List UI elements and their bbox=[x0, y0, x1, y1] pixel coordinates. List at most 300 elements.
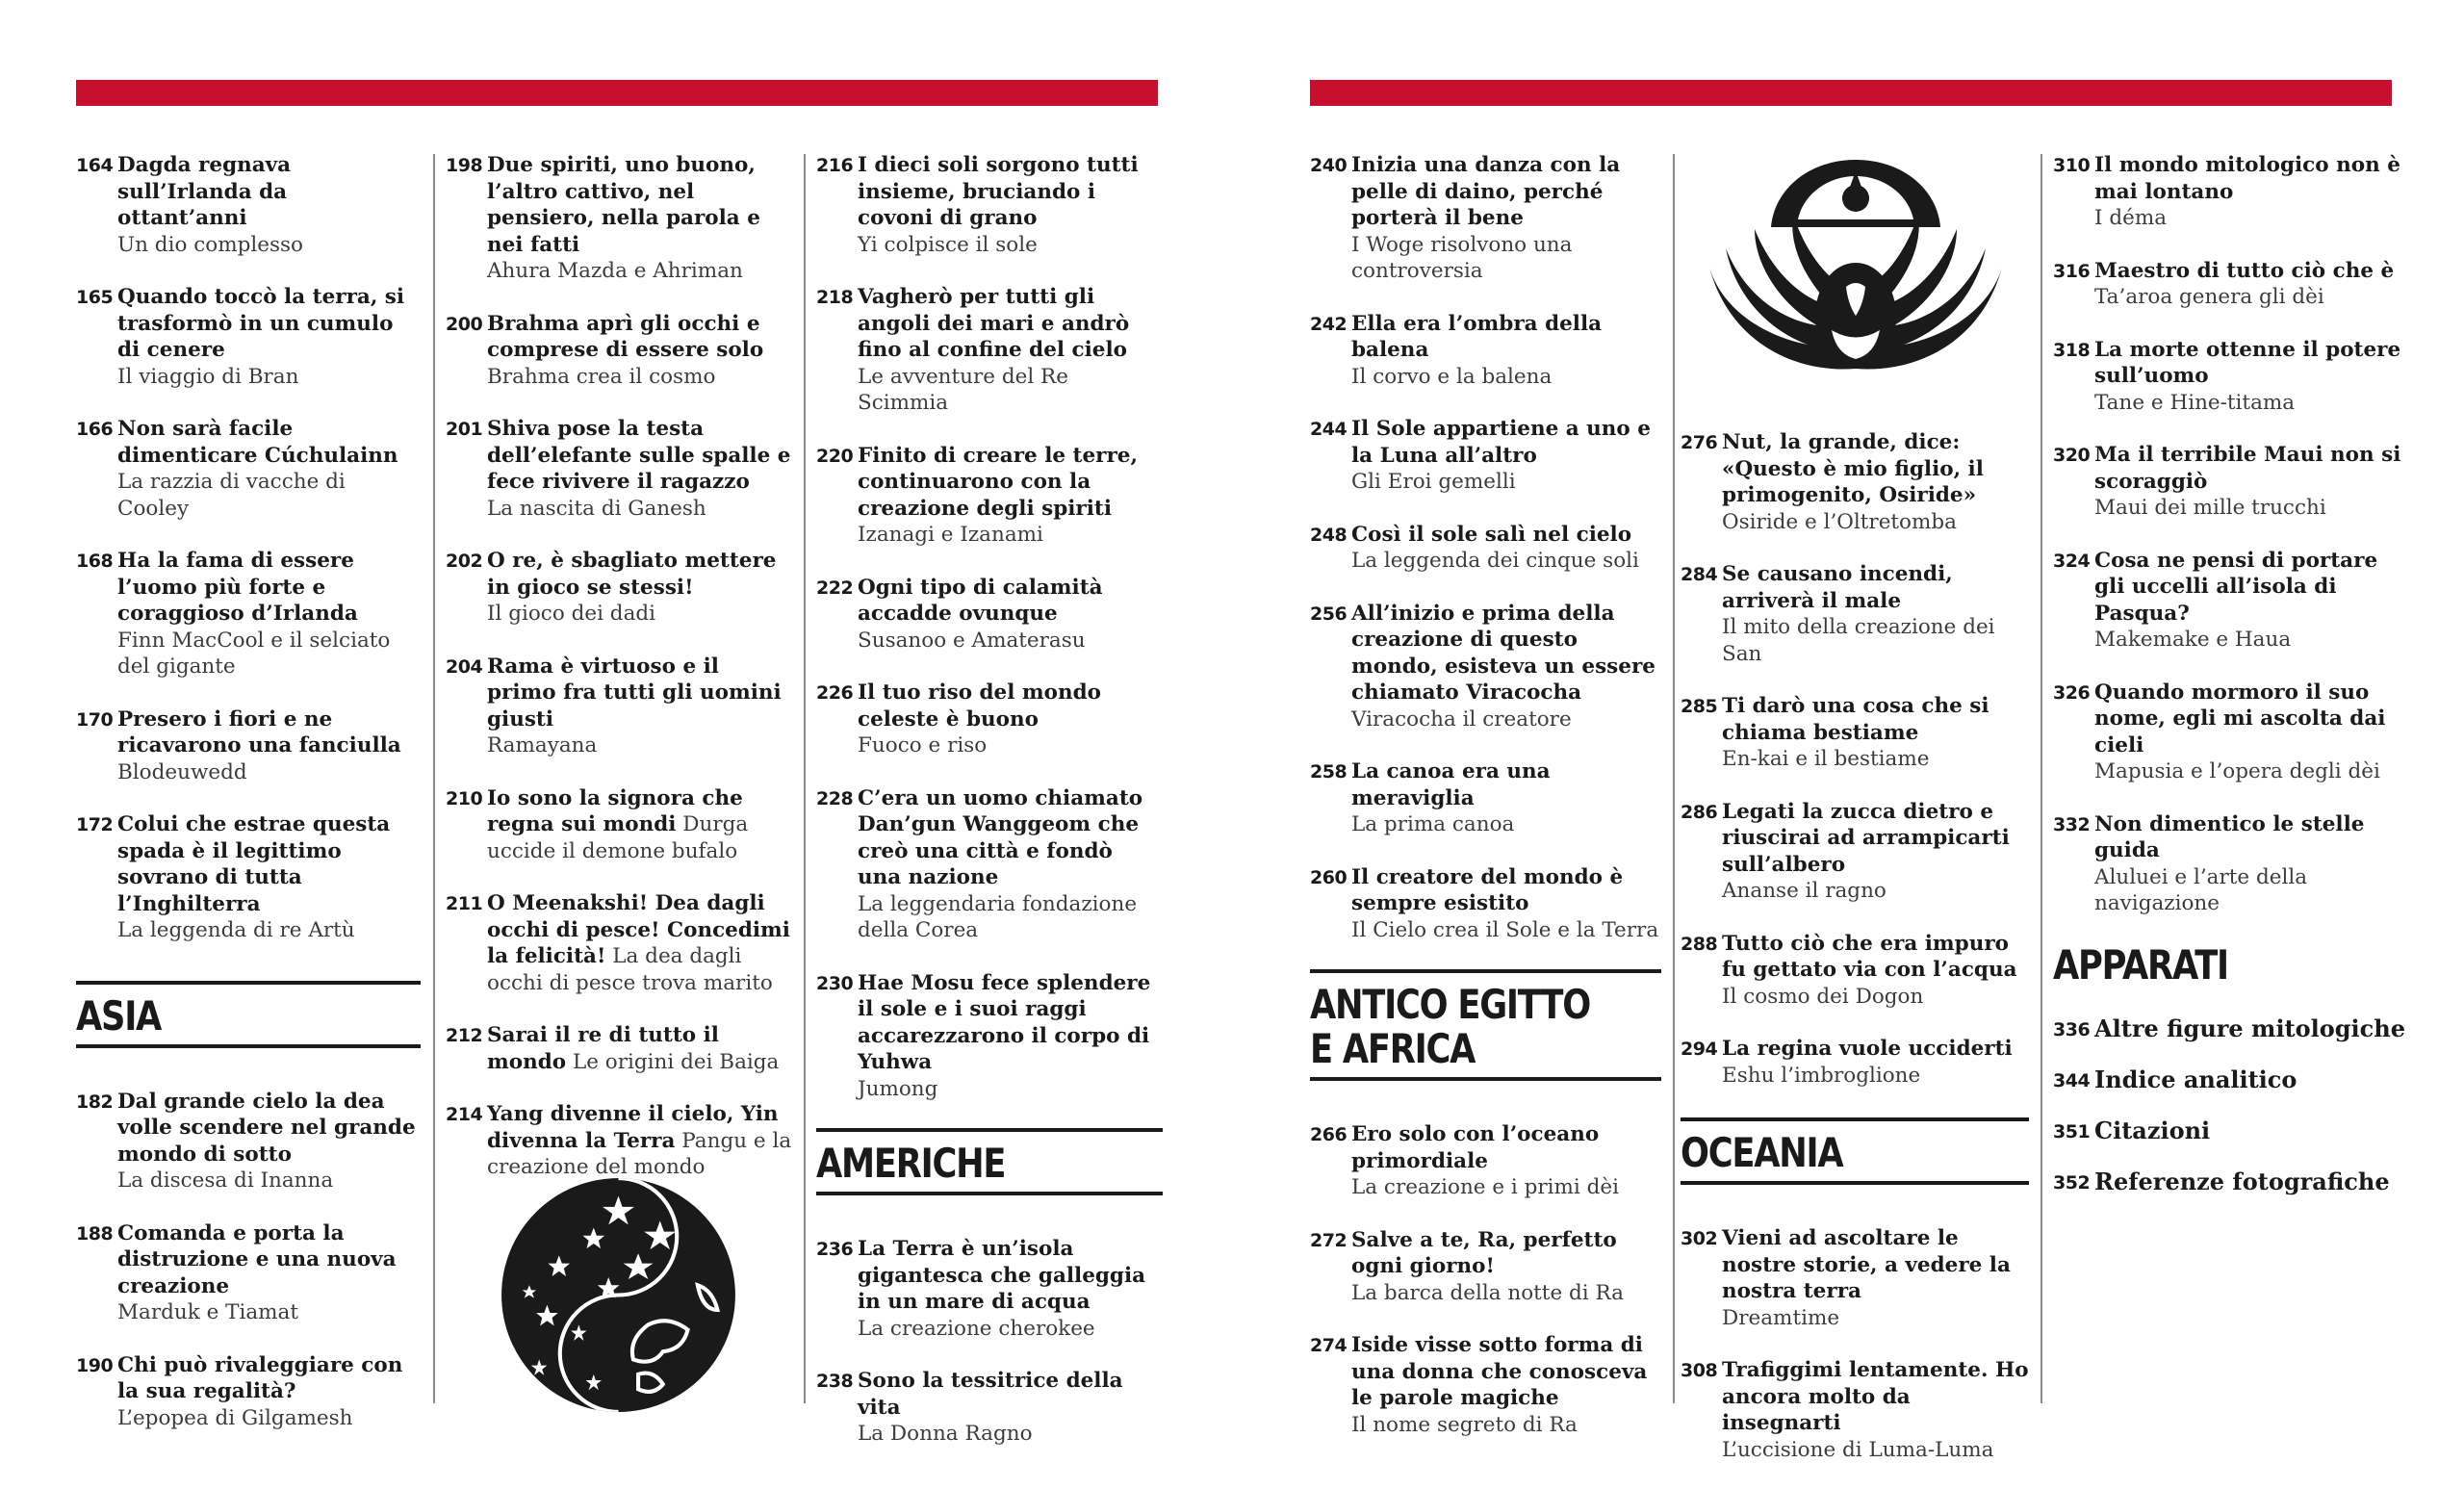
entry-text bbox=[2094, 680, 2409, 785]
toc-column-4 bbox=[1310, 152, 1661, 1464]
appendix-list bbox=[2053, 1014, 2409, 1196]
entry-list bbox=[1310, 152, 1661, 943]
entry-subtitle: Gli Eroi gemelli bbox=[1351, 470, 1516, 494]
appendix-title: Altre figure mitologiche bbox=[2094, 1014, 2406, 1042]
toc-entry[interactable] bbox=[1310, 152, 1661, 285]
page-number: 285 bbox=[1681, 696, 1718, 717]
entry-text bbox=[1351, 864, 1661, 944]
toc-entry[interactable] bbox=[446, 1101, 792, 1181]
entry-list bbox=[76, 1089, 421, 1432]
winged-sun-deity-icon bbox=[1702, 152, 2010, 383]
entry-title: Così il sole salì nel cielo bbox=[1351, 522, 1632, 547]
toc-entry[interactable] bbox=[1310, 758, 1661, 838]
page-number: 216 bbox=[816, 155, 854, 176]
entry-text bbox=[117, 152, 421, 258]
entry-subtitle: Un dio complesso bbox=[117, 232, 303, 257]
page-number: 240 bbox=[1310, 155, 1348, 176]
entry-subtitle: L’epopea di Gilgamesh bbox=[117, 1405, 353, 1430]
entry-title: Colui che estrae questa spada è il legittimo sovrano di tutta l’Inghilterra bbox=[117, 812, 391, 916]
entry-subtitle: La discesa di Inanna bbox=[117, 1168, 334, 1193]
page-number: 336 bbox=[2053, 1018, 2091, 1040]
toc-entry[interactable] bbox=[76, 152, 421, 258]
page-number: 218 bbox=[816, 287, 854, 308]
entry-subtitle: Le origini dei Baiga bbox=[572, 1049, 780, 1074]
entry-subtitle: Il mito della creazione dei San bbox=[1722, 615, 1995, 666]
entry-subtitle: La creazione e i primi dèi bbox=[1351, 1175, 1619, 1199]
entry-text bbox=[117, 1352, 421, 1432]
entry-text bbox=[487, 548, 792, 628]
entry-title: Hae Mosu fece splendere il sole e i suoi raggi accarezzarono il corpo di Yuhwa bbox=[858, 970, 1151, 1074]
entry-title: Vieni ad ascoltare le nostre storie, a vedere la nostra terra bbox=[1722, 1226, 2011, 1303]
entry-title: Cosa ne pensi di portare gli uccelli all’isola di Pasqua? bbox=[2094, 548, 2378, 626]
page-number: 211 bbox=[446, 893, 483, 914]
entry-title: Salve a te, Ra, perfetto ogni giorno! bbox=[1351, 1227, 1617, 1278]
page-number: 288 bbox=[1681, 933, 1718, 955]
entry-text bbox=[2094, 152, 2409, 232]
entry-title: La canoa era una meraviglia bbox=[1351, 759, 1551, 810]
entry-title: Yang divenne il cielo, Yin divenna la Terra bbox=[487, 1102, 779, 1153]
entry-list bbox=[1681, 429, 2029, 1089]
entry-title: Ogni tipo di calamità accadde ovunque bbox=[858, 575, 1103, 626]
entry-text bbox=[117, 811, 421, 944]
toc-entry[interactable] bbox=[2053, 548, 2409, 654]
page-number: 222 bbox=[816, 577, 854, 599]
toc-entry[interactable] bbox=[1681, 429, 2029, 535]
entry-text bbox=[1722, 1357, 2029, 1463]
toc-entry[interactable] bbox=[76, 1089, 421, 1194]
entry-text bbox=[1351, 1332, 1661, 1438]
page-number: 212 bbox=[446, 1025, 483, 1046]
page-number: 202 bbox=[446, 551, 483, 572]
toc-entry[interactable] bbox=[2053, 152, 2409, 232]
page-number: 165 bbox=[76, 287, 114, 308]
entry-text bbox=[858, 1368, 1163, 1448]
entry-text bbox=[1351, 758, 1661, 838]
entry-subtitle: Makemake e Haua bbox=[2094, 628, 2292, 652]
entry-text bbox=[1722, 561, 2029, 667]
page-number: 228 bbox=[816, 787, 854, 809]
page-number: 172 bbox=[76, 814, 114, 835]
page-number: 256 bbox=[1310, 603, 1348, 625]
entry-text bbox=[858, 284, 1163, 417]
entry-text bbox=[858, 152, 1163, 258]
entry-text bbox=[487, 416, 792, 522]
page-number: 294 bbox=[1681, 1039, 1718, 1060]
entry-text bbox=[858, 1236, 1163, 1342]
entry-title: Maestro di tutto ciò che è bbox=[2094, 258, 2395, 283]
entry-title: Finito di creare le terre, continuarono con la creazione degli spiriti bbox=[858, 443, 1138, 521]
toc-entry[interactable] bbox=[76, 1352, 421, 1432]
entry-title: Tutto ciò che era impuro fu gettato via con l’acqua bbox=[1722, 931, 2017, 982]
entry-text bbox=[1351, 1121, 1661, 1201]
section-title: APPARATI bbox=[2053, 940, 2228, 988]
entry-subtitle: Fuoco e riso bbox=[858, 733, 988, 757]
entry-text bbox=[2094, 811, 2409, 917]
section-header bbox=[1681, 1117, 2029, 1185]
entry-title: Shiva pose la testa dell’elefante sulle spalle e fece rivivere il ragazzo bbox=[487, 417, 791, 494]
toc-column-2 bbox=[446, 152, 792, 1207]
section-header bbox=[1310, 969, 1661, 1081]
entry-title: Quando mormoro il suo nome, egli mi ascolta dai cieli bbox=[2094, 680, 2386, 757]
toc-entry[interactable] bbox=[446, 416, 792, 522]
entry-text bbox=[1722, 429, 2029, 535]
page-number: 352 bbox=[2053, 1171, 2091, 1194]
toc-entry[interactable] bbox=[816, 152, 1163, 258]
page-number: 200 bbox=[446, 313, 483, 335]
section-title: ANTICO EGITTO E AFRICA bbox=[1310, 981, 1590, 1072]
entry-subtitle: La Donna Ragno bbox=[858, 1422, 1033, 1446]
page-number: 204 bbox=[446, 655, 483, 678]
entry-title: Inizia una danza con la pelle di daino, perché porterà il bene bbox=[1351, 153, 1621, 230]
appendix-title: Citazioni bbox=[2094, 1116, 2211, 1144]
entry-subtitle: Il Cielo crea il Sole e la Terra bbox=[1351, 917, 1659, 942]
entry-subtitle: Durga uccide il demone bufalo bbox=[487, 812, 749, 863]
entry-text bbox=[1722, 1225, 2029, 1331]
entry-text bbox=[487, 311, 792, 391]
entry-text bbox=[2094, 442, 2409, 522]
page-number: 344 bbox=[2053, 1069, 2091, 1091]
entry-list bbox=[816, 152, 1163, 1102]
entry-list bbox=[76, 152, 421, 944]
entry-title: Nut, la grande, dice: «Questo è mio figlio, il primogenito, Osiride» bbox=[1722, 430, 1984, 507]
toc-entry[interactable] bbox=[1310, 416, 1661, 496]
entry-subtitle: Ahura Mazda e Ahriman bbox=[487, 259, 743, 283]
entry-text bbox=[1351, 152, 1661, 285]
entry-title: Ti darò una cosa che si chiama bestiame bbox=[1722, 694, 1989, 745]
toc-column-1 bbox=[76, 152, 421, 1457]
toc-entry[interactable] bbox=[1310, 522, 1661, 575]
page-number: 236 bbox=[816, 1239, 854, 1260]
entry-text bbox=[1351, 601, 1661, 733]
entry-title: Ha la fama di essere l’uomo più forte e coraggioso d’Irlanda bbox=[117, 549, 358, 626]
entry-subtitle: Jumong bbox=[858, 1076, 938, 1101]
toc-entry[interactable] bbox=[816, 1236, 1163, 1342]
toc-entry[interactable] bbox=[446, 311, 792, 391]
entry-subtitle: Il gioco dei dadi bbox=[487, 602, 656, 626]
entry-title: Ma il terribile Maui non si scoraggiò bbox=[2094, 443, 2401, 494]
section-title: OCEANIA bbox=[1681, 1129, 1843, 1176]
entry-text bbox=[1351, 311, 1661, 391]
page-number: 316 bbox=[2053, 260, 2091, 282]
page-number: 182 bbox=[76, 1091, 114, 1113]
section-title: ASIA bbox=[76, 991, 162, 1040]
entry-subtitle: Il nome segreto di Ra bbox=[1351, 1412, 1578, 1437]
page-number: 272 bbox=[1310, 1229, 1348, 1251]
entry-title: Dagda regnava sull’Irlanda da ottant’anni bbox=[117, 153, 292, 230]
entry-title: Ero solo con l’oceano primordiale bbox=[1351, 1122, 1600, 1173]
page-number: 320 bbox=[2053, 445, 2091, 466]
toc-entry[interactable] bbox=[76, 284, 421, 390]
entry-text bbox=[117, 1089, 421, 1194]
entry-subtitle: I Woge risolvono una controversia bbox=[1351, 232, 1573, 283]
toc-column-6 bbox=[2053, 152, 2409, 1219]
page-number: 302 bbox=[1681, 1228, 1718, 1249]
page-number: 284 bbox=[1681, 564, 1718, 585]
toc-entry[interactable] bbox=[816, 970, 1163, 1103]
entry-subtitle: Blodeuwedd bbox=[117, 759, 247, 784]
entry-title: La regina vuole ucciderti bbox=[1722, 1037, 2013, 1061]
toc-entry[interactable] bbox=[816, 785, 1163, 944]
toc-entry[interactable] bbox=[1310, 1227, 1661, 1307]
entry-title: La Terra è un’isola gigantesca che galleggia in un mare di acqua bbox=[858, 1237, 1146, 1314]
toc-entry[interactable] bbox=[1681, 1357, 2029, 1463]
page-number: 351 bbox=[2053, 1120, 2091, 1142]
entry-subtitle: La dea dagli occhi di pesce trova marito bbox=[487, 944, 773, 995]
entry-text bbox=[487, 654, 792, 759]
toc-entry[interactable] bbox=[816, 1368, 1163, 1448]
toc-entry[interactable] bbox=[2053, 811, 2409, 917]
toc-column-5 bbox=[1681, 429, 2029, 1489]
entry-subtitle: Il viaggio di Bran bbox=[117, 364, 299, 389]
entry-list bbox=[446, 152, 792, 1181]
toc-entry[interactable] bbox=[1681, 693, 2029, 773]
entry-title: Quando toccò la terra, si trasformò in un cumulo di cenere bbox=[117, 285, 405, 362]
page-number: 230 bbox=[816, 972, 854, 994]
toc-entry[interactable] bbox=[1681, 1036, 2029, 1089]
section-title: AMERICHE bbox=[816, 1140, 1006, 1187]
toc-entry[interactable] bbox=[76, 548, 421, 680]
entry-title: Ella era l’ombra della balena bbox=[1351, 311, 1603, 362]
entry-subtitle: La leggenda dei cinque soli bbox=[1351, 549, 1639, 573]
toc-entry[interactable] bbox=[76, 706, 421, 786]
entry-subtitle: La leggendaria fondazione della Corea bbox=[858, 891, 1138, 942]
page-number: 170 bbox=[76, 708, 114, 731]
entry-text bbox=[117, 706, 421, 786]
toc-entry[interactable] bbox=[1681, 1225, 2029, 1331]
toc-entry[interactable] bbox=[76, 811, 421, 944]
toc-entry[interactable] bbox=[446, 152, 792, 285]
toc-entry[interactable] bbox=[1310, 601, 1661, 733]
entry-subtitle: Dreamtime bbox=[1722, 1305, 1840, 1330]
entry-subtitle: La barca della notte di Ra bbox=[1351, 1280, 1624, 1305]
entry-subtitle: La razzia di vacche di Cooley bbox=[117, 470, 346, 521]
appendix-entry[interactable] bbox=[2053, 1065, 2409, 1094]
entry-text bbox=[1722, 799, 2029, 905]
entry-text bbox=[858, 970, 1163, 1103]
entry-list bbox=[816, 1236, 1163, 1448]
entry-subtitle: Aluluei e l’arte della navigazione bbox=[2094, 864, 2308, 915]
page-number: 286 bbox=[1681, 801, 1718, 823]
entry-title: Legati la zucca dietro e riuscirai ad arrampicarti sull’albero bbox=[1722, 799, 2010, 877]
yin-yang-stars-icon bbox=[500, 1176, 737, 1414]
toc-entry[interactable] bbox=[816, 443, 1163, 549]
entry-text bbox=[487, 890, 792, 996]
top-red-bar-right bbox=[1310, 80, 2392, 106]
entry-text bbox=[117, 284, 421, 390]
page-number: 310 bbox=[2053, 155, 2091, 176]
toc-entry[interactable] bbox=[1681, 799, 2029, 905]
column-divider bbox=[1673, 154, 1675, 1403]
entry-subtitle: Brahma crea il cosmo bbox=[487, 364, 716, 389]
entry-subtitle: Il corvo e la balena bbox=[1351, 364, 1553, 389]
toc-column-3 bbox=[816, 152, 1163, 1474]
section-header bbox=[2053, 940, 2409, 988]
entry-subtitle: Viracocha il creatore bbox=[1351, 706, 1572, 732]
page-number: 166 bbox=[76, 419, 114, 440]
page-number: 258 bbox=[1310, 761, 1348, 783]
section-header bbox=[76, 981, 421, 1048]
toc-entry[interactable] bbox=[816, 575, 1163, 655]
page-number: 226 bbox=[816, 682, 854, 704]
entry-subtitle: Susanoo e Amaterasu bbox=[858, 628, 1086, 653]
entry-text bbox=[487, 1101, 792, 1181]
page-number: 318 bbox=[2053, 339, 2091, 361]
toc-entry[interactable] bbox=[76, 416, 421, 522]
appendix-entry[interactable] bbox=[2053, 1168, 2409, 1196]
entry-text bbox=[117, 1220, 421, 1326]
entry-title: Non sarà facile dimenticare Cúchulainn bbox=[117, 417, 398, 468]
page-number: 324 bbox=[2053, 550, 2091, 572]
entry-text bbox=[2094, 258, 2409, 311]
entry-title: La morte ottenne il potere sull’uomo bbox=[2094, 337, 2401, 388]
entry-subtitle: Finn MacCool e il selciato del gigante bbox=[117, 628, 391, 679]
toc-entry[interactable] bbox=[1310, 1121, 1661, 1201]
toc-entry[interactable] bbox=[2053, 680, 2409, 785]
entry-text bbox=[487, 785, 792, 865]
toc-entry[interactable] bbox=[446, 890, 792, 996]
entry-title: I dieci soli sorgono tutti insieme, bruciando i covoni di grano bbox=[858, 153, 1139, 230]
toc-entry[interactable] bbox=[1310, 864, 1661, 944]
toc-entry[interactable] bbox=[2053, 442, 2409, 522]
page-number: 214 bbox=[446, 1104, 483, 1125]
entry-title: Chi può rivaleggiare con la sua regalità? bbox=[117, 1352, 403, 1403]
entry-title: O re, è sbagliato mettere in gioco se stessi! bbox=[487, 549, 777, 600]
entry-subtitle: Izanagi e Izanami bbox=[858, 523, 1043, 547]
entry-title: Se causano incendi, arriverà il male bbox=[1722, 562, 1953, 613]
entry-text bbox=[858, 575, 1163, 655]
toc-entry[interactable] bbox=[446, 785, 792, 865]
page-number: 188 bbox=[76, 1222, 114, 1245]
entry-subtitle: Ta’aroa genera gli dèi bbox=[2094, 285, 2324, 309]
entry-title: Non dimentico le stelle guida bbox=[2094, 811, 2365, 862]
appendix-entry[interactable] bbox=[2053, 1117, 2409, 1145]
entry-subtitle: Marduk e Tiamat bbox=[117, 1300, 299, 1324]
entry-subtitle: Le avventure del Re Scimmia bbox=[858, 364, 1068, 415]
entry-subtitle: La prima canoa bbox=[1351, 812, 1515, 836]
toc-entry[interactable] bbox=[1681, 561, 2029, 667]
entry-title: O Meenakshi! Dea dagli occhi di pesce! Concedimi la felicità! bbox=[487, 891, 790, 968]
entry-title: Io sono la signora che regna sui mondi bbox=[487, 785, 743, 836]
entry-subtitle: En-kai e il bestiame bbox=[1722, 747, 1930, 771]
entry-title: Il Sole appartiene a uno e la Luna all’altro bbox=[1351, 417, 1651, 468]
entry-text bbox=[117, 548, 421, 680]
entry-title: Due spiriti, uno buono, l’altro cattivo, nel pensiero, nella parola e nei fatti bbox=[487, 153, 760, 257]
toc-entry[interactable] bbox=[2053, 337, 2409, 417]
entry-title: C’era un uomo chiamato Dan’gun Wanggeom che creò una città e fondò una nazione bbox=[858, 785, 1143, 889]
entry-text bbox=[1351, 522, 1661, 575]
entry-text bbox=[858, 443, 1163, 549]
page-number: 201 bbox=[446, 419, 483, 440]
page-number: 220 bbox=[816, 445, 854, 467]
page-number: 274 bbox=[1310, 1335, 1348, 1356]
toc-entry[interactable] bbox=[816, 284, 1163, 417]
page-number: 238 bbox=[816, 1371, 854, 1392]
toc-entry[interactable] bbox=[1310, 311, 1661, 391]
entry-subtitle: La leggenda di re Artù bbox=[117, 918, 355, 942]
column-divider bbox=[433, 154, 435, 1403]
entry-title: Iside visse sotto forma di una donna che conosceva le parole magiche bbox=[1351, 1333, 1648, 1410]
page-number: 164 bbox=[76, 155, 114, 176]
entry-title: Il creatore del mondo è sempre esistito bbox=[1351, 864, 1624, 915]
toc-entry[interactable] bbox=[816, 680, 1163, 759]
entry-title: Il tuo riso del mondo celeste è buono bbox=[858, 680, 1101, 732]
toc-entry[interactable] bbox=[1681, 931, 2029, 1011]
toc-entry[interactable] bbox=[76, 1220, 421, 1326]
toc-entry[interactable] bbox=[446, 1022, 792, 1075]
entry-title: All’inizio e prima della creazione di questo mondo, esisteva un essere chiamato Viracocha bbox=[1351, 601, 1656, 705]
page-number: 276 bbox=[1681, 432, 1718, 453]
entry-title: Sono la tessitrice della vita bbox=[858, 1369, 1123, 1420]
appendix-title: Referenze fotografiche bbox=[2094, 1167, 2390, 1195]
entry-list bbox=[1681, 1225, 2029, 1463]
page-number: 326 bbox=[2053, 681, 2091, 704]
entry-title: Comanda e porta la distruzione e una nuova creazione bbox=[117, 1220, 397, 1298]
column-divider bbox=[804, 154, 806, 1403]
section-header bbox=[816, 1128, 1163, 1195]
page-number: 332 bbox=[2053, 813, 2091, 835]
top-red-bar-left bbox=[76, 80, 1158, 106]
entry-title: Sarai il re di tutto il mondo bbox=[487, 1023, 719, 1074]
toc-entry[interactable] bbox=[446, 654, 792, 759]
entry-title: Il mondo mitologico non è mai lontano bbox=[2094, 153, 2400, 204]
entry-title: Presero i fiori e ne ricavarono una fanciulla bbox=[117, 706, 401, 757]
entry-text bbox=[117, 416, 421, 522]
entry-subtitle: Tane e Hine-titama bbox=[2094, 390, 2296, 415]
page-number: 168 bbox=[76, 551, 114, 572]
entry-text bbox=[1722, 693, 2029, 773]
entry-subtitle: Ramayana bbox=[487, 733, 598, 757]
entry-text bbox=[1351, 1227, 1661, 1307]
entry-text bbox=[858, 680, 1163, 759]
toc-entry[interactable] bbox=[446, 548, 792, 628]
entry-title: Trafiggimi lentamente. Ho ancora molto da insegnarti bbox=[1722, 1358, 2029, 1435]
entry-subtitle: Eshu l’imbroglione bbox=[1722, 1063, 1921, 1088]
page-number: 244 bbox=[1310, 419, 1348, 440]
toc-entry[interactable] bbox=[1310, 1332, 1661, 1438]
entry-subtitle: L’uccisione di Luma-Luma bbox=[1722, 1437, 1994, 1462]
entry-list bbox=[1310, 1121, 1661, 1438]
entry-subtitle: Pangu e la creazione del mondo bbox=[487, 1128, 792, 1179]
entry-text bbox=[487, 1022, 792, 1075]
page-number: 190 bbox=[76, 1354, 114, 1376]
page-number: 248 bbox=[1310, 524, 1348, 546]
entry-subtitle: Mapusia e l’opera degli dèi bbox=[2094, 759, 2380, 783]
entry-text bbox=[2094, 337, 2409, 417]
entry-subtitle: Ananse il ragno bbox=[1722, 879, 1886, 903]
column-divider bbox=[2040, 154, 2042, 1403]
entry-title: Brahma aprì gli occhi e comprese di essere solo bbox=[487, 311, 764, 362]
entry-text bbox=[1722, 1036, 2029, 1089]
page-number: 260 bbox=[1310, 866, 1348, 888]
entry-text bbox=[1722, 931, 2029, 1011]
page-number: 198 bbox=[446, 155, 483, 176]
page-number: 242 bbox=[1310, 313, 1348, 335]
appendix-title: Indice analitico bbox=[2094, 1065, 2297, 1093]
entry-subtitle: I déma bbox=[2094, 206, 2168, 230]
toc-entry[interactable] bbox=[2053, 258, 2409, 311]
entry-list bbox=[2053, 152, 2409, 917]
page-number: 266 bbox=[1310, 1124, 1348, 1145]
appendix-entry[interactable] bbox=[2053, 1014, 2409, 1043]
entry-subtitle: La creazione cherokee bbox=[858, 1316, 1095, 1341]
entry-subtitle: La nascita di Ganesh bbox=[487, 496, 706, 521]
page-number: 308 bbox=[1681, 1360, 1718, 1381]
entry-text bbox=[858, 785, 1163, 944]
entry-subtitle: Yi colpisce il sole bbox=[858, 232, 1038, 257]
entry-subtitle: Il cosmo dei Dogon bbox=[1722, 984, 1924, 1009]
entry-title: Rama è virtuoso e il primo fra tutti gli uomini giusti bbox=[487, 654, 782, 732]
entry-text bbox=[2094, 548, 2409, 654]
